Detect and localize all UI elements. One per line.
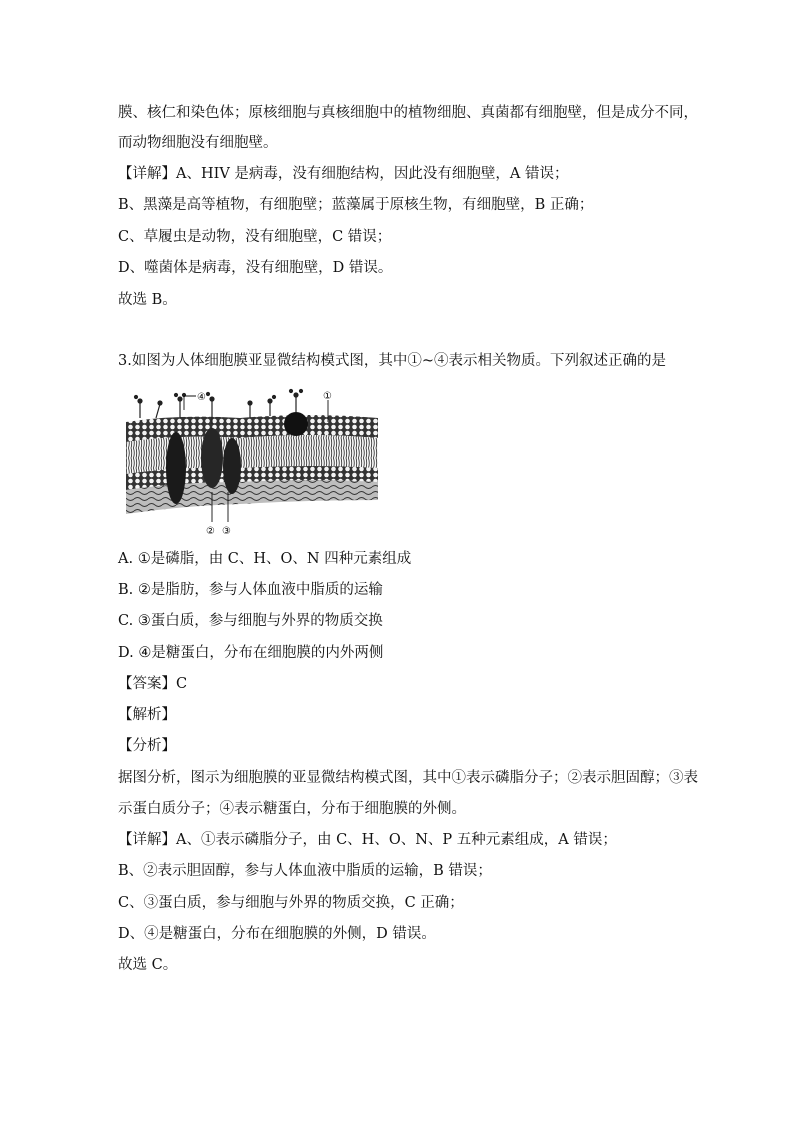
text-line: C、③蛋白质，参与细胞与外界的物质交换，C 正确； bbox=[118, 895, 464, 911]
text-line: B、②表示胆固醇，参与人体血液中脂质的运输，B 错误； bbox=[118, 863, 492, 879]
label-1: ① bbox=[323, 391, 332, 402]
option-b: B. ②是脂肪，参与人体血液中脂质的运输 bbox=[118, 582, 383, 598]
text-line: 膜、核仁和染色体；原核细胞与真核细胞中的植物细胞、真菌都有细胞壁，但是成分不同， bbox=[118, 105, 698, 121]
protein-shape bbox=[223, 438, 241, 494]
protein-shape bbox=[166, 432, 186, 504]
text-line: C、草履虫是动物，没有细胞壁，C 错误； bbox=[118, 229, 392, 245]
text-line: 据图分析，图示为细胞膜的亚显微结构模式图，其中①表示磷脂分子；②表示胆固醇；③表 bbox=[118, 770, 698, 786]
text-line: 【详解】A、HIV 是病毒，没有细胞结构，因此没有细胞壁，A 错误； bbox=[118, 166, 569, 182]
analysis-heading: 【解析】 bbox=[118, 707, 176, 723]
label-4: ④ bbox=[197, 392, 206, 403]
text-line: 而动物细胞没有细胞壁。 bbox=[118, 135, 278, 151]
option-a: A. ①是磷脂，由 C、H、O、N 四种元素组成 bbox=[118, 551, 412, 567]
protein-shape bbox=[284, 412, 308, 436]
text-line: 示蛋白质分子；④表示糖蛋白，分布于细胞膜的外侧。 bbox=[118, 801, 466, 817]
text-line: D、噬菌体是病毒，没有细胞壁，D 错误。 bbox=[118, 260, 393, 276]
membrane-diagram bbox=[120, 388, 382, 536]
answer-line: 【答案】C bbox=[118, 676, 188, 692]
question-stem: 3.如图为人体细胞膜亚显微结构模式图，其中①~④表示相关物质。下列叙述正确的是 bbox=[118, 353, 666, 369]
cell-membrane-figure bbox=[120, 388, 382, 536]
option-d: D. ④是糖蛋白，分布在细胞膜的内外两侧 bbox=[118, 645, 384, 661]
protein-shape bbox=[201, 428, 223, 488]
option-c: C. ③蛋白质，参与细胞与外界的物质交换 bbox=[118, 613, 383, 629]
text-line: 故选 C。 bbox=[118, 957, 178, 973]
text-line: 【详解】A、①表示磷脂分子，由 C、H、O、N、P 五种元素组成，A 错误； bbox=[118, 832, 617, 848]
text-line: 故选 B。 bbox=[118, 292, 177, 308]
label-2: ② bbox=[206, 526, 215, 536]
analysis-subheading: 【分析】 bbox=[118, 738, 176, 754]
label-3: ③ bbox=[222, 526, 231, 536]
text-line: B、黑藻是高等植物，有细胞壁；蓝藻属于原核生物，有细胞壁，B 正确； bbox=[118, 197, 594, 213]
text-line: D、④是糖蛋白，分布在细胞膜的外侧，D 错误。 bbox=[118, 926, 436, 942]
